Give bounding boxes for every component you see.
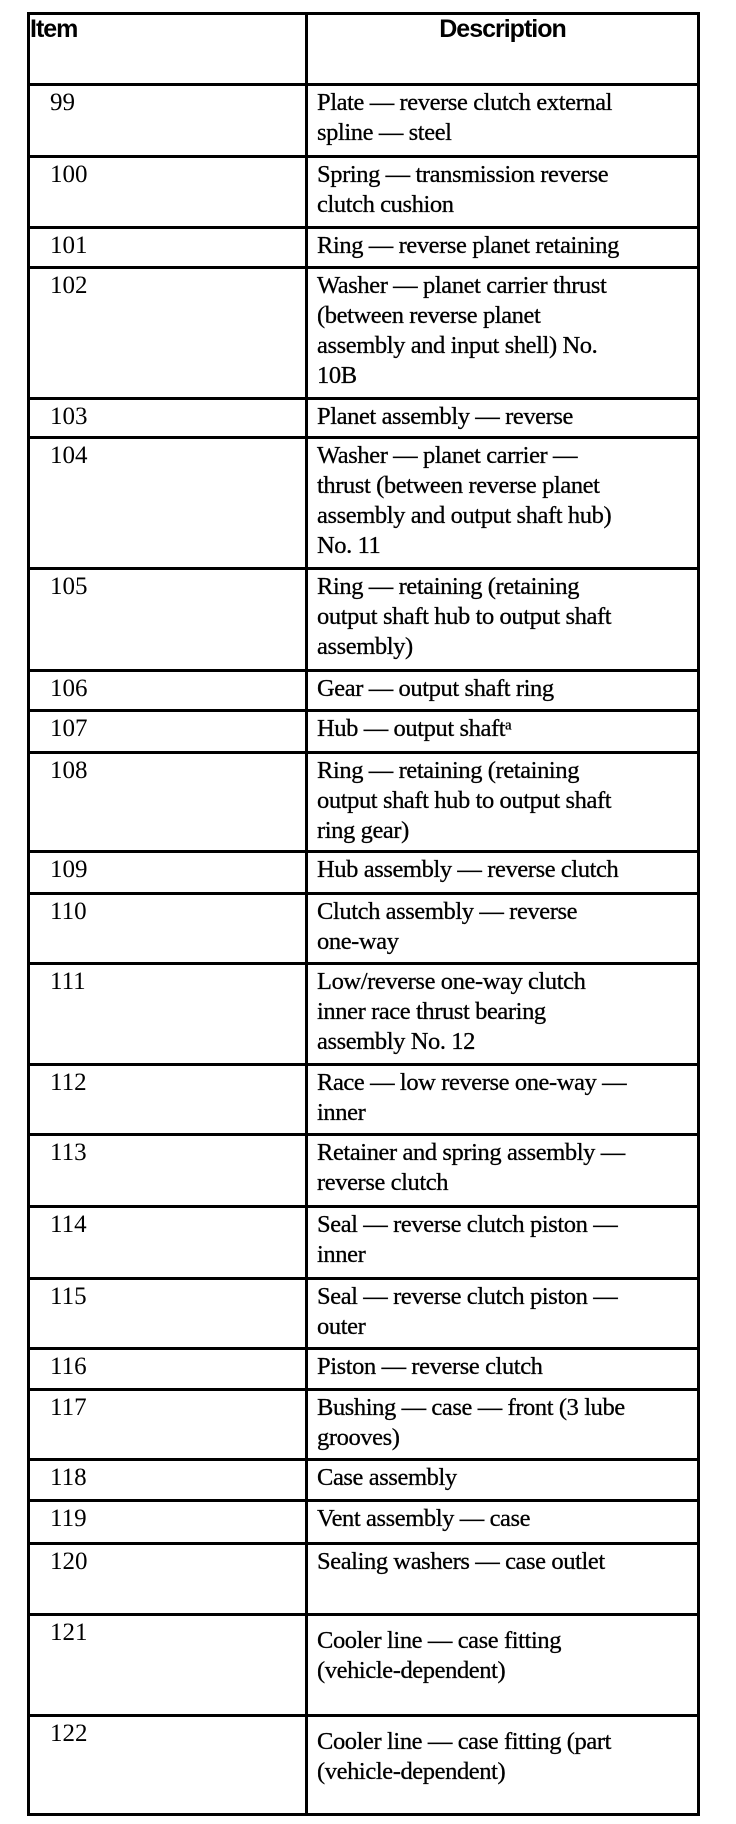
item-number: 100 <box>29 157 307 228</box>
item-description: Ring — retaining (retaining output shaft hub to output shaft ring gear) <box>307 753 699 852</box>
item-description: Washer — planet carrier thrust (between reverse planet assembly and input shell) No. 10B <box>307 268 699 399</box>
table-row <box>29 1460 699 1501</box>
table-row <box>29 85 699 157</box>
table-row <box>29 1135 699 1207</box>
table-row <box>29 894 699 964</box>
table-row <box>29 711 699 753</box>
item-number: 107 <box>29 711 307 753</box>
table-row <box>29 399 699 438</box>
table-row <box>29 1615 699 1716</box>
item-number: 114 <box>29 1207 307 1279</box>
table-row <box>29 569 699 671</box>
item-number: 112 <box>29 1065 307 1135</box>
item-number: 102 <box>29 268 307 399</box>
table-row <box>29 157 699 228</box>
table-row <box>29 964 699 1065</box>
item-number: 101 <box>29 228 307 268</box>
item-number: 113 <box>29 1135 307 1207</box>
parts-table <box>27 12 700 1816</box>
table-row <box>29 1390 699 1460</box>
item-number: 116 <box>29 1349 307 1390</box>
table-row <box>29 1544 699 1615</box>
item-description: Race — low reverse one-way — inner <box>307 1065 699 1135</box>
item-description: Seal — reverse clutch piston — inner <box>307 1207 699 1279</box>
item-number: 118 <box>29 1460 307 1501</box>
table-row <box>29 1501 699 1544</box>
item-description: Low/reverse one-way clutch inner race thrust bearing assembly No. 12 <box>307 964 699 1065</box>
table-row <box>29 268 699 399</box>
item-description: Cooler line — case fitting (vehicle-dependent) <box>307 1615 699 1716</box>
table-row <box>29 671 699 711</box>
table-row <box>29 228 699 268</box>
item-description: Plate — reverse clutch external spline — steel <box>307 85 699 157</box>
table-row <box>29 1207 699 1279</box>
item-description: Sealing washers — case outlet <box>307 1544 699 1615</box>
column-header-description: Description <box>307 14 699 85</box>
column-header-item: Item <box>29 14 307 85</box>
table-header-row <box>29 14 699 85</box>
item-description: Spring — transmission reverse clutch cushion <box>307 157 699 228</box>
item-number: 121 <box>29 1615 307 1716</box>
item-number: 108 <box>29 753 307 852</box>
item-number: 122 <box>29 1716 307 1815</box>
item-description: Case assembly <box>307 1460 699 1501</box>
item-description: Gear — output shaft ring <box>307 671 699 711</box>
item-description: Ring — reverse planet retaining <box>307 228 699 268</box>
item-number: 119 <box>29 1501 307 1544</box>
item-description: Washer — planet carrier — thrust (between reverse planet assembly and output shaft hub) No. 11 <box>307 438 699 569</box>
table-row <box>29 1349 699 1390</box>
item-description: Cooler line — case fitting (part (vehicle-dependent) <box>307 1716 699 1815</box>
item-number: 111 <box>29 964 307 1065</box>
item-number: 105 <box>29 569 307 671</box>
item-number: 110 <box>29 894 307 964</box>
item-description: Vent assembly — case <box>307 1501 699 1544</box>
item-description: Clutch assembly — reverse one-way <box>307 894 699 964</box>
item-description: Seal — reverse clutch piston — outer <box>307 1279 699 1349</box>
table-row <box>29 1065 699 1135</box>
item-number: 104 <box>29 438 307 569</box>
table-row <box>29 852 699 894</box>
item-number: 115 <box>29 1279 307 1349</box>
item-number: 109 <box>29 852 307 894</box>
item-description: Bushing — case — front (3 lube grooves) <box>307 1390 699 1460</box>
table-row <box>29 1716 699 1815</box>
item-number: 117 <box>29 1390 307 1460</box>
table-body <box>29 85 699 1815</box>
item-number: 106 <box>29 671 307 711</box>
item-description: Retainer and spring assembly — reverse clutch <box>307 1135 699 1207</box>
item-description: Planet assembly — reverse <box>307 399 699 438</box>
table-row <box>29 753 699 852</box>
item-number: 103 <box>29 399 307 438</box>
table-row <box>29 1279 699 1349</box>
item-number: 99 <box>29 85 307 157</box>
item-description: Hub — output shaftᵃ <box>307 711 699 753</box>
item-description: Piston — reverse clutch <box>307 1349 699 1390</box>
item-description: Hub assembly — reverse clutch <box>307 852 699 894</box>
item-number: 120 <box>29 1544 307 1615</box>
item-description: Ring — retaining (retaining output shaft hub to output shaft assembly) <box>307 569 699 671</box>
table-row <box>29 438 699 569</box>
